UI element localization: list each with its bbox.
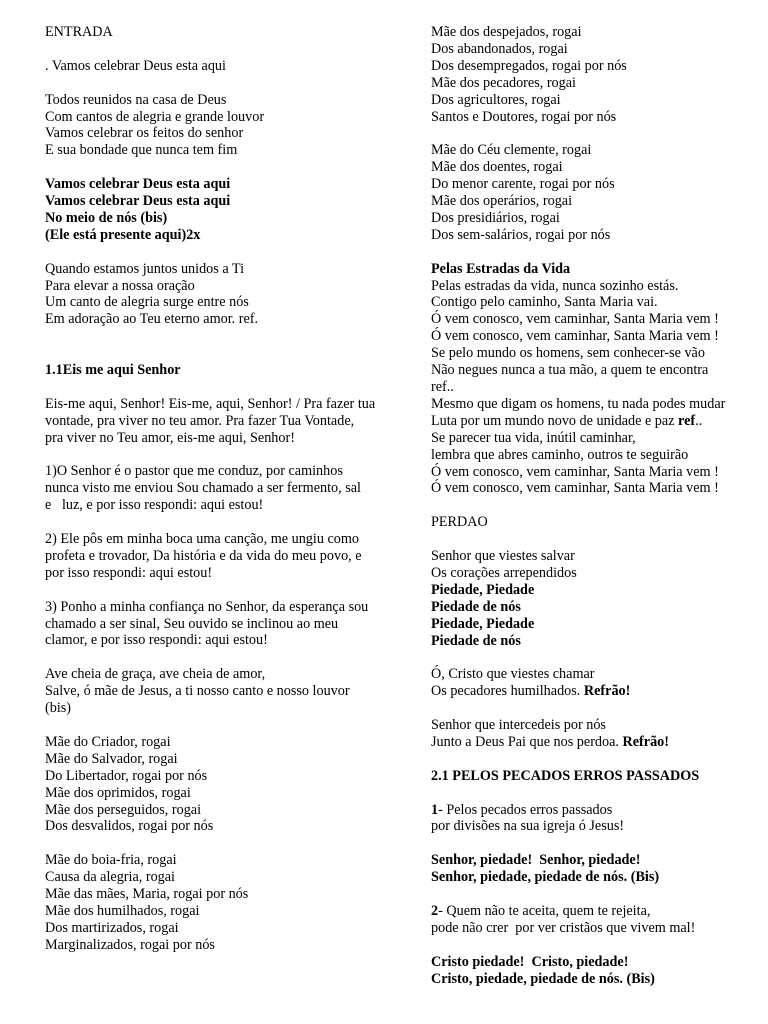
text-line: Se pelo mundo os homens, sem conhecer-se vão: [431, 345, 705, 362]
perdao-verse-1: [431, 548, 761, 649]
text-line: pra viver no Teu amor, eis-me aqui, Senhor!: [45, 429, 295, 446]
refrain-line: Cristo, piedade, piedade de nós. (Bis): [431, 970, 655, 987]
pecados-heading-block: [431, 768, 761, 785]
text-line: Mãe das mães, Maria, rogai por nós: [45, 886, 249, 903]
text-line: Ó vem conosco, vem caminhar, Santa Maria vem !: [431, 311, 719, 328]
text-line: Santos e Doutores, rogai por nós: [431, 108, 617, 125]
text-line: profeta e trovador, Da história e da vida do meu povo, e: [45, 547, 362, 564]
text-line: Se parecer tua vida, inútil caminhar,: [431, 429, 636, 446]
text-line: Dos sem-salários, rogai por nós: [431, 226, 611, 243]
pecados-title: 2.1 PELOS PECADOS ERROS PASSADOS: [431, 767, 700, 784]
text-line: Mãe do boia-fria, rogai: [45, 852, 177, 869]
text-span: Luta por um mundo novo de unidade e paz: [431, 412, 679, 429]
refrain-line: No meio de nós (bis): [45, 209, 168, 226]
text-line: Quando estamos juntos unidos a Ti: [45, 260, 245, 277]
text-line: Ó vem conosco, vem caminhar, Santa Maria vem !: [431, 328, 719, 345]
eisme-verse-2: [45, 531, 410, 582]
eisme-verse-3: [45, 599, 410, 650]
litany-block-2: [45, 852, 410, 953]
text-span: Os pecadores humilhados.: [431, 683, 584, 700]
text-line: [431, 683, 761, 700]
text-line: por divisões na sua igreja ó Jesus!: [431, 818, 625, 835]
refrain-line: Cristo piedade! Cristo, piedade!: [431, 953, 629, 970]
text-line: Em adoração ao Teu eterno amor. ref.: [45, 311, 259, 328]
text-line: Mãe dos humilhados, rogai: [45, 902, 200, 919]
eisme-verse-1: [45, 463, 410, 514]
text-line: (bis): [45, 700, 72, 717]
perdao-verse-3: [431, 717, 761, 751]
litany-block-1: [45, 734, 410, 835]
text-line: Do Libertador, rogai por nós: [45, 767, 208, 784]
refrain-line: Senhor, piedade! Senhor, piedade!: [431, 852, 641, 869]
text-line: Mãe dos despejados, rogai: [431, 24, 582, 40]
text-line: Contigo pelo caminho, Santa Maria vai.: [431, 294, 658, 311]
text-line: e luz, e por isso respondi: aqui estou!: [45, 497, 264, 514]
text-line: Mãe do Criador, rogai: [45, 733, 171, 750]
entrada-subtitle: . Vamos celebrar Deus esta aqui: [45, 57, 226, 74]
text-span: Junto a Deus Pai que nos perdoa.: [431, 733, 623, 750]
text-line: Mãe dos oprimidos, rogai: [45, 784, 191, 801]
eisme-refrain: [45, 396, 410, 447]
text-line: Senhor que intercedeis por nós: [431, 717, 606, 734]
text-line: pode não crer por ver cristãos que vivem mal!: [431, 919, 696, 936]
refrain-line: Piedade de nós: [431, 632, 521, 649]
entrada-heading-block: [45, 24, 410, 41]
text-line: por isso respondi: aqui estou!: [45, 564, 213, 581]
refrain-line: Piedade, Piedade: [431, 615, 535, 632]
ref-marker: ref: [678, 412, 696, 429]
litany-block-3: [431, 24, 761, 125]
text-span: ..: [695, 412, 703, 429]
perdao-title: PERDAO: [431, 514, 488, 531]
perdao-heading-block: [431, 514, 761, 531]
text-line: Dos desempregados, rogai por nós: [431, 57, 627, 74]
text-line: Ó vem conosco, vem caminhar, Santa Maria vem !: [431, 480, 719, 497]
entrada-title: ENTRADA: [45, 24, 113, 40]
text-line: Mesmo que digam os homens, tu nada podes mudar: [431, 395, 726, 412]
text-line: clamor, e por isso respondi: aqui estou!: [45, 632, 268, 649]
refrain-line: Piedade, Piedade: [431, 581, 535, 598]
text-line: [431, 802, 761, 819]
refrain-line: Piedade de nós: [431, 598, 521, 615]
entrada-verse-1: [45, 92, 410, 160]
text-line: ref..: [431, 379, 454, 395]
litany-block-4: [431, 142, 761, 243]
entrada-subtitle-block: [45, 58, 410, 75]
text-line: 3) Ponho a minha confiança no Senhor, da esperança sou: [45, 598, 369, 615]
text-line: Marginalizados, rogai por nós: [45, 936, 215, 953]
right-column: [431, 24, 761, 987]
text-span: - Pelos pecados erros passados: [438, 801, 613, 818]
text-line: E sua bondade que nunca tem fim: [45, 142, 238, 159]
text-line: Mãe dos doentes, rogai: [431, 159, 563, 176]
eisme-title: 1.1Eis me aqui Senhor: [45, 362, 181, 379]
text-line: Pelas estradas da vida, nunca sozinho estás.: [431, 277, 679, 294]
entrada-verse-2: [45, 261, 410, 329]
text-line: [431, 903, 761, 920]
text-line: Dos presidiários, rogai: [431, 209, 560, 226]
text-line: Vamos celebrar os feitos do senhor: [45, 125, 244, 142]
text-line: Senhor que viestes salvar: [431, 548, 575, 565]
refrain-marker: Refrão!: [583, 683, 631, 700]
text-line: Mãe do Céu clemente, rogai: [431, 142, 592, 159]
text-line: Os corações arrependidos: [431, 564, 577, 581]
estradas-block: [431, 261, 761, 498]
text-line: Mãe dos perseguidos, rogai: [45, 801, 202, 818]
text-line: chamado a ser sinal, Seu ouvido se inclinou ao meu: [45, 615, 339, 632]
refrain-marker: Refrão!: [622, 733, 669, 750]
verse-number: 1: [431, 801, 439, 818]
estradas-title: Pelas Estradas da Vida: [431, 260, 571, 277]
text-line: Dos desvalidos, rogai por nós: [45, 818, 214, 835]
pecados-verse-2: [431, 903, 761, 937]
text-line: lembra que abres caminho, outros te seguirão: [431, 446, 689, 463]
text-line: Mãe dos pecadores, rogai: [431, 74, 576, 91]
perdao-verse-2: [431, 666, 761, 700]
text-line: Mãe do Salvador, rogai: [45, 750, 178, 767]
text-line: nunca visto me enviou Sou chamado a ser fermento, sal: [45, 480, 361, 497]
ave-maria-block: [45, 666, 410, 717]
text-line: 2) Ele pôs em minha boca uma canção, me ungiu como: [45, 531, 359, 548]
text-line: Não negues nunca a tua mão, a quem te encontra: [431, 362, 709, 379]
text-line: Ó vem conosco, vem caminhar, Santa Maria vem !: [431, 463, 719, 480]
pecados-verse-1: [431, 802, 761, 836]
text-line: Todos reunidos na casa de Deus: [45, 91, 227, 108]
text-line: Mãe dos operários, rogai: [431, 193, 573, 210]
refrain-line: (Ele está presente aqui)2x: [45, 226, 201, 243]
text-line: [431, 413, 761, 430]
refrain-line: Vamos celebrar Deus esta aqui: [45, 193, 231, 210]
text-line: Com cantos de alegria e grande louvor: [45, 108, 265, 125]
text-line: Ave cheia de graça, ave cheia de amor,: [45, 666, 266, 683]
text-line: Ó, Cristo que viestes chamar: [431, 666, 595, 683]
text-line: Salve, ó mãe de Jesus, a ti nosso canto e nosso louvor: [45, 683, 350, 700]
text-line: Do menor carente, rogai por nós: [431, 176, 615, 193]
text-span: - Quem não te aceita, quem te rejeita,: [438, 902, 651, 919]
text-line: [431, 734, 761, 751]
pecados-refrain-2: [431, 954, 761, 988]
text-line: Um canto de alegria surge entre nós: [45, 294, 249, 311]
text-line: Para elevar a nossa oração: [45, 277, 195, 294]
text-line: 1)O Senhor é o pastor que me conduz, por caminhos: [45, 463, 343, 480]
text-line: Causa da alegria, rogai: [45, 869, 175, 886]
text-line: Eis-me aqui, Senhor! Eis-me, aqui, Senhor! / Pra fazer tua: [45, 395, 376, 412]
entrada-refrain: [45, 176, 410, 244]
eisme-heading-block: [45, 362, 410, 379]
refrain-line: Vamos celebrar Deus esta aqui: [45, 176, 231, 193]
pecados-refrain-1: [431, 852, 761, 886]
verse-number: 2: [431, 902, 439, 919]
text-line: vontade, pra viver no teu amor. Pra fazer Tua Vontade,: [45, 412, 355, 429]
text-line: Dos agricultores, rogai: [431, 91, 561, 108]
text-line: Dos martirizados, rogai: [45, 919, 179, 936]
text-line: Dos abandonados, rogai: [431, 40, 568, 57]
left-column: [45, 24, 410, 954]
refrain-line: Senhor, piedade, piedade de nós. (Bis): [431, 869, 660, 886]
